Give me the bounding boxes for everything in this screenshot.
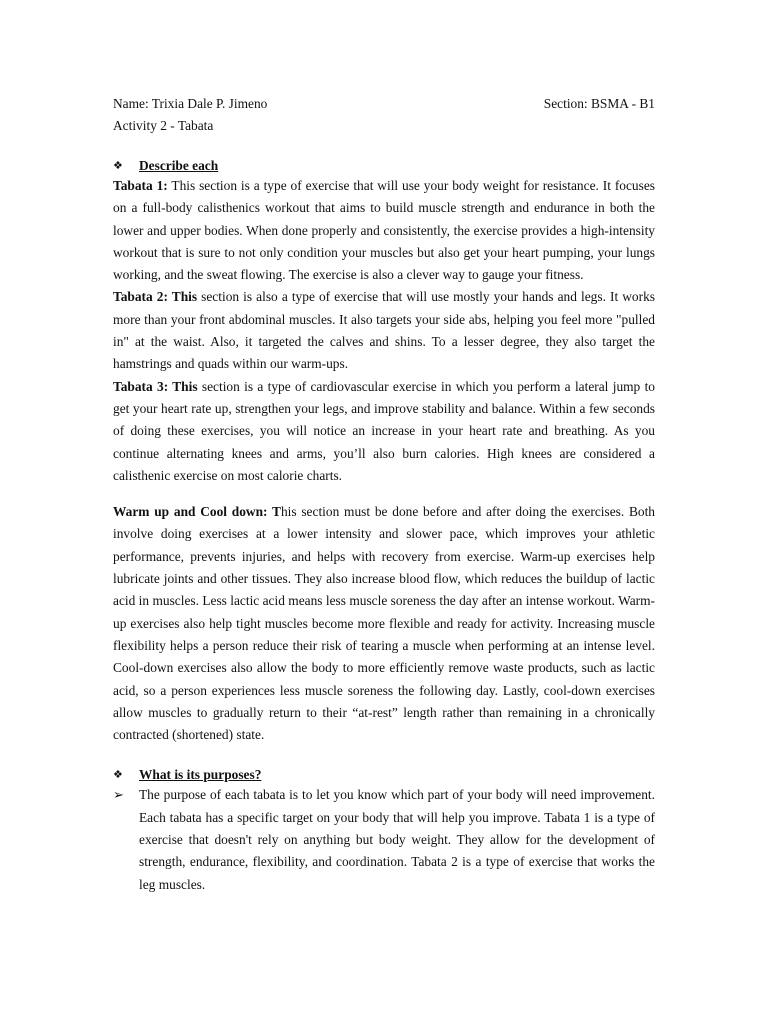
tabata-3-label: Tabata 3: This	[113, 378, 198, 394]
purposes-heading	[113, 766, 655, 784]
tabata-2-text: section is also a type of exercise that will use mostly your hands and legs. It works more than your front abdominal muscles. It also targets your side abs, helping you feel more "pulled in" at the waist. Also, it targeted the calves and shins. To a lesser degree, they also target the hamstrings and quads within our warm-ups.	[113, 289, 655, 372]
diamond-bullet-icon: ❖	[113, 769, 123, 782]
arrow-bullet-icon: ➢	[113, 787, 124, 803]
tabata-1-label: Tabata 1:	[113, 178, 168, 193]
tabata-3-text: section is a type of cardiovascular exercise in which you perform a lateral jump to get your heart rate up, strengthen your legs, and improve stability and balance. Within a few seconds of doing these exercises, you will notice an increase in your heart rate and breathing. As you continue alternating knees and arms, you’ll also burn calories. High knees are considered a calisthenic exercise on most calorie charts.	[113, 378, 655, 483]
header-row	[113, 93, 655, 115]
purposes-heading-text: What is its purposes?	[139, 767, 262, 783]
warmup-label: Warm up and Cool down: T	[113, 504, 281, 520]
section-spacer	[113, 746, 655, 768]
purpose-list-item	[113, 784, 655, 895]
tabata-1-paragraph	[113, 175, 655, 286]
tabata-2-paragraph	[113, 286, 655, 375]
describe-heading-text: Describe each	[139, 158, 219, 173]
student-section: Section: BSMA - B1	[543, 96, 655, 111]
activity-title: Activity 2 - Tabata	[113, 118, 214, 133]
tabata-1-text: This section is a type of exercise that will use your body weight for resistance. It focuses on a full-body calisthenics workout that aims to build muscle strength and endurance in both the lower and upper bodies. When done properly and consistently, the exercise provides a high-intensity workout that is sure to not only condition your muscles but also get your heart pumping, your lungs working, and the sweat flowing. The exercise is also a clever way to gauge your fitness.	[113, 178, 655, 283]
paragraph-spacer	[113, 487, 655, 501]
purpose-item-text: The purpose of each tabata is to let you know which part of your body will need improvement. Each tabata has a specific target on your body that will help you improve. Tabata 1 is a type of exercise that doesn't rely on anything but body weight. They allow for the development of strength, endurance, flexibility, and coordination. Tabata 2 is a type of exercise that works the leg muscles.	[139, 787, 655, 892]
document-page	[113, 93, 655, 896]
warmup-text: his section must be done before and after doing the exercises. Both involve doing exercises at a lower intensity and slower pace, which improves your athletic performance, prevents injuries, and helps with recovery from exercise. Warm-up exercises help lubricate joints and other tissues. They also increase blood flow, which reduces the buildup of lactic acid in muscles. Less lactic acid means less muscle soreness the day after an intense workout. Warm-up exercises also help tight muscles become more flexible and ready for activity. Increasing muscle flexibility helps a person reduce their risk of tearing a muscle when performing at an intense level. Cool-down exercises also allow the body to more efficiently remove waste products, such as lactic acid, so a person experiences less muscle soreness the following day. Lastly, cool-down exercises allow muscles to gradually return to their “at-rest” length rather than remaining in a chronically contracted (shortened) state.	[113, 504, 656, 743]
student-name: Name: Trixia Dale P. Jimeno	[113, 96, 268, 111]
diamond-bullet-icon: ❖	[113, 160, 123, 172]
tabata-2-label: Tabata 2: This	[113, 289, 198, 305]
describe-heading	[113, 157, 655, 175]
warmup-paragraph	[113, 501, 655, 746]
tabata-3-paragraph	[113, 376, 655, 487]
